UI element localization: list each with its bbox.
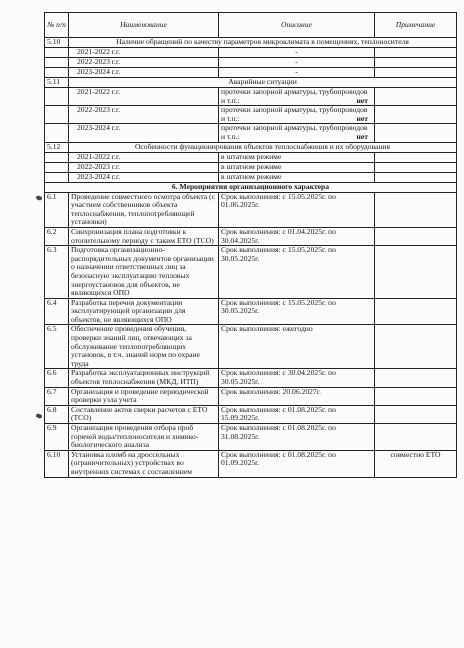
incident-flag: нет bbox=[356, 113, 368, 123]
item-name: Синхронизация плана подготовки к отопительному периоду с таким ЕТО (ТСО) bbox=[69, 227, 219, 245]
header-desc: Описание bbox=[219, 13, 375, 38]
item-desc: Срок выполнения: с 15.05.2025г. по 30.05.2025г. bbox=[219, 298, 375, 325]
item-note: совместно ЕТО bbox=[375, 450, 457, 477]
table-header-row bbox=[45, 13, 457, 38]
item-note bbox=[375, 405, 457, 423]
item-name: Организация проведения отбора проб горячей воды/теплоносителя и химико-биологического анализа bbox=[69, 424, 219, 451]
year-row bbox=[45, 88, 457, 106]
year-row bbox=[45, 124, 457, 142]
item-desc: Срок выполнения: ежегодно bbox=[219, 325, 375, 369]
section-6-title: 6. Мероприятия организационного характера bbox=[45, 182, 457, 192]
year-value: - bbox=[219, 58, 375, 68]
item-note bbox=[375, 227, 457, 245]
plan-table bbox=[44, 12, 457, 478]
item-num: 6.1 bbox=[45, 192, 69, 227]
item-desc: Срок выполнения: с 01.08.2025г. по 01.09.2025г. bbox=[219, 450, 375, 477]
incident-text: протечки запорной арматуры, трубопроводов и т.п.: bbox=[221, 105, 368, 123]
item-desc: Срок выполнения: с 01.08.2025г. по 31.08.2025г. bbox=[219, 424, 375, 451]
table-row bbox=[45, 450, 457, 477]
punch-hole-mark bbox=[35, 195, 42, 201]
section-title: Аварийные ситуации bbox=[69, 78, 457, 88]
item-note bbox=[375, 387, 457, 405]
table-row bbox=[45, 369, 457, 387]
item-num: 6.3 bbox=[45, 246, 69, 299]
table-row bbox=[45, 387, 457, 405]
year-value bbox=[219, 88, 375, 106]
item-num: 6.8 bbox=[45, 405, 69, 423]
item-num: 6.10 bbox=[45, 450, 69, 477]
item-num: 6.9 bbox=[45, 424, 69, 451]
year-label: 2021-2022 г.г. bbox=[69, 48, 219, 58]
table-row bbox=[45, 227, 457, 245]
year-label: 2023-2024 г.г. bbox=[69, 68, 219, 78]
item-desc: Срок выполнения: с 01.04.2025г. по 30.04.2025г. bbox=[219, 227, 375, 245]
item-num: 6.7 bbox=[45, 387, 69, 405]
item-name: Подготовка организационно-распорядительных документов организации о назначении ответственных лиц за безопасную эксплуатацию тепловых энергоустановок для объектов, не являющихся ОПО bbox=[69, 246, 219, 299]
item-note bbox=[375, 192, 457, 227]
year-row bbox=[45, 48, 457, 58]
year-row bbox=[45, 58, 457, 68]
table-row bbox=[45, 298, 457, 325]
item-note bbox=[375, 369, 457, 387]
year-value: - bbox=[219, 48, 375, 58]
section-title: Особенности функционирования объектов теплоснабжения и их оборудования bbox=[69, 142, 457, 152]
item-name: Разработка эксплуатационных инструкций объектов теплоснабжения (МКД, ИТП) bbox=[69, 369, 219, 387]
item-note bbox=[375, 298, 457, 325]
incident-flag: нет bbox=[356, 95, 368, 105]
section-num: 5.11 bbox=[45, 78, 69, 88]
item-desc: Срок выполнения: с 30.04.2025г. по 30.05.2025г. bbox=[219, 369, 375, 387]
year-value: в штатном режиме bbox=[219, 152, 375, 162]
year-label: 2022-2023 г.г. bbox=[69, 162, 219, 172]
item-name: Обеспечение проведения обучения, проверки знаний лиц, отвечающих за обслуживание теплопотребляющих установок, в т.ч. знаний норм по охране труда bbox=[69, 325, 219, 369]
item-desc: Срок выполнения: 20.06.2027г. bbox=[219, 387, 375, 405]
item-num: 6.5 bbox=[45, 325, 69, 369]
year-label: 2021-2022 г.г. bbox=[69, 88, 219, 106]
item-name: Организация и проведение периодической проверки узла учета bbox=[69, 387, 219, 405]
section-row-5-10 bbox=[45, 38, 457, 48]
year-value bbox=[219, 106, 375, 124]
document-page bbox=[44, 12, 456, 478]
year-value: - bbox=[219, 68, 375, 78]
item-name: Установка пломб на дроссельных (ограничительных) устройствах во внутренних системах с составлением bbox=[69, 450, 219, 477]
year-label: 2022-2023 г.г. bbox=[69, 106, 219, 124]
section-num: 5.12 bbox=[45, 142, 69, 152]
year-row bbox=[45, 172, 457, 182]
table-row bbox=[45, 325, 457, 369]
incident-text: протечки запорной арматуры, трубопроводов и т.п.: bbox=[221, 87, 368, 105]
header-note: Примечание bbox=[375, 13, 457, 38]
item-name: Проведение совместного осмотра объекта (с участием собственников объекта теплоснабжения, теплопотребляющей установки) bbox=[69, 192, 219, 227]
header-name: Наименование bbox=[69, 13, 219, 38]
item-num: 6.4 bbox=[45, 298, 69, 325]
year-value bbox=[219, 124, 375, 142]
table-row bbox=[45, 424, 457, 451]
year-label: 2023-2024 г.г. bbox=[69, 172, 219, 182]
year-label: 2021-2022 г.г. bbox=[69, 152, 219, 162]
table-row bbox=[45, 246, 457, 299]
year-row bbox=[45, 152, 457, 162]
item-desc: Срок выполнения: с 01.08.2025г. по 15.09.2025г. bbox=[219, 405, 375, 423]
item-name: Составление актов сверки расчетов с ЕТО (ТСО) bbox=[69, 405, 219, 423]
section-num: 5.10 bbox=[45, 38, 69, 48]
year-row bbox=[45, 106, 457, 124]
item-name: Разработка перечня документации эксплуатирующей организации для объектов, не являющихся ОПО bbox=[69, 298, 219, 325]
item-num: 6.2 bbox=[45, 227, 69, 245]
year-value: в штатном режиме bbox=[219, 162, 375, 172]
incident-flag: нет bbox=[356, 131, 368, 141]
header-num: № п/п bbox=[45, 13, 69, 38]
year-row bbox=[45, 162, 457, 172]
punch-hole-mark bbox=[35, 413, 42, 419]
item-desc: Срок выполнения: с 15.05.2025г. по 01.06.2025г. bbox=[219, 192, 375, 227]
item-note bbox=[375, 424, 457, 451]
year-row bbox=[45, 68, 457, 78]
item-num: 6.6 bbox=[45, 369, 69, 387]
item-note bbox=[375, 325, 457, 369]
table-row bbox=[45, 405, 457, 423]
item-desc: Срок выполнения: с 15.05.2025г. по 30.05.2025г. bbox=[219, 246, 375, 299]
year-label: 2023-2024 г.г. bbox=[69, 124, 219, 142]
section-6-heading-row bbox=[45, 182, 457, 192]
year-value: в штатном режиме bbox=[219, 172, 375, 182]
table-row bbox=[45, 192, 457, 227]
section-row-5-11 bbox=[45, 78, 457, 88]
item-note bbox=[375, 246, 457, 299]
section-title: Наличие обращений по качеству параметров микроклимата в помещениях, теплоносителя bbox=[69, 38, 457, 48]
year-label: 2022-2023 г.г. bbox=[69, 58, 219, 68]
incident-text: протечки запорной арматуры, трубопроводов и т.п.: bbox=[221, 123, 368, 141]
section-row-5-12 bbox=[45, 142, 457, 152]
